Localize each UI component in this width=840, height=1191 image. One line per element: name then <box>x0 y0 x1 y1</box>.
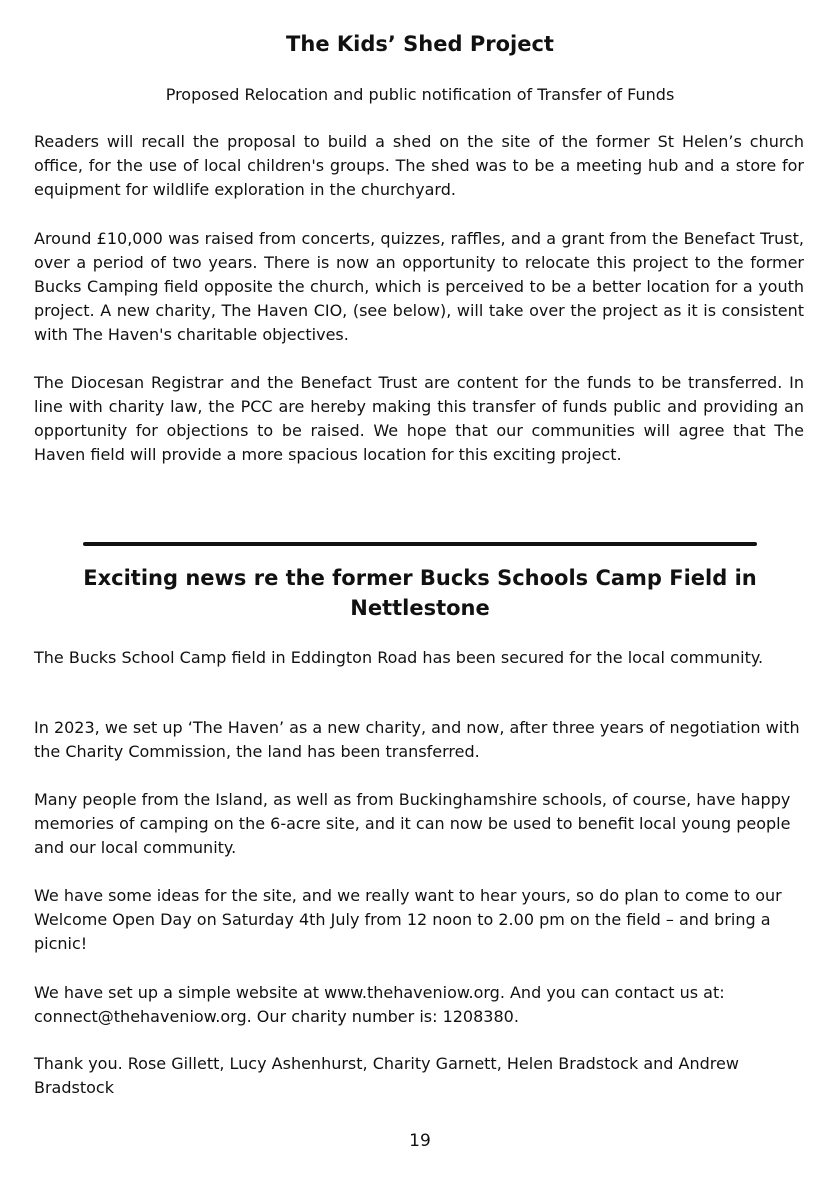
kids-shed-paragraph-3: The Diocesan Registrar and the Benefact Trust are content for the funds to be transferred. In line with charity law, the PCC are hereby making this transfer of funds public and providing an opportunity for objections to be raised. We hope that our communities will agree that The Haven field will provide a more spacious location for this exciting project. <box>34 373 804 464</box>
camp-field-paragraph-5: We have set up a simple website at www.thehaveniow.org. And you can contact us at: connect@thehaveniow.org. Our charity number is: 1208380. <box>34 983 725 1026</box>
page-number: 19 <box>409 1131 431 1151</box>
camp-field-paragraph-4: We have some ideas for the site, and we really want to hear yours, so do plan to come to our Welcome Open Day on Saturday 4th July from 12 noon to 2.00 pm on the field – and bring a picnic! <box>34 886 782 953</box>
camp-field-paragraph-6: Thank you. Rose Gillett, Lucy Ashenhurst, Charity Garnett, Helen Bradstock and Andrew Bradstock <box>34 1054 739 1097</box>
camp-field-paragraph-1: The Bucks School Camp field in Eddington Road has been secured for the local community. <box>34 648 764 667</box>
camp-field-paragraph-2: In 2023, we set up ‘The Haven’ as a new charity, and now, after three years of negotiation with the Charity Commission, the land has been transferred. <box>34 718 800 761</box>
kids-shed-subtitle: Proposed Relocation and public notification of Transfer of Funds <box>165 85 675 104</box>
kids-shed-paragraph-1: Readers will recall the proposal to build a shed on the site of the former St Helen’s church office, for the use of local children's groups. The shed was to be a meeting hub and a store for equipment for wildlife exploration in the churchyard. <box>34 132 804 199</box>
kids-shed-paragraph-2: Around £10,000 was raised from concerts, quizzes, raffles, and a grant from the Benefact Trust, over a period of two years. There is now an opportunity to relocate this project to the former Bucks Camping field opposite the church, which is perceived to be a better location for a youth project. A new charity, The Haven CIO, (see below), will take over the project as it is consistent with The Haven's charitable objectives. <box>34 229 804 344</box>
camp-field-title: Exciting news re the former Bucks Schools Camp Field in Nettlestone <box>83 566 757 620</box>
kids-shed-title: The Kids’ Shed Project <box>286 32 554 56</box>
section-divider <box>83 542 757 546</box>
camp-field-paragraph-3: Many people from the Island, as well as from Buckinghamshire schools, of course, have happy memories of camping on the 6-acre site, and it can now be used to benefit local young people and our local community. <box>34 790 791 857</box>
